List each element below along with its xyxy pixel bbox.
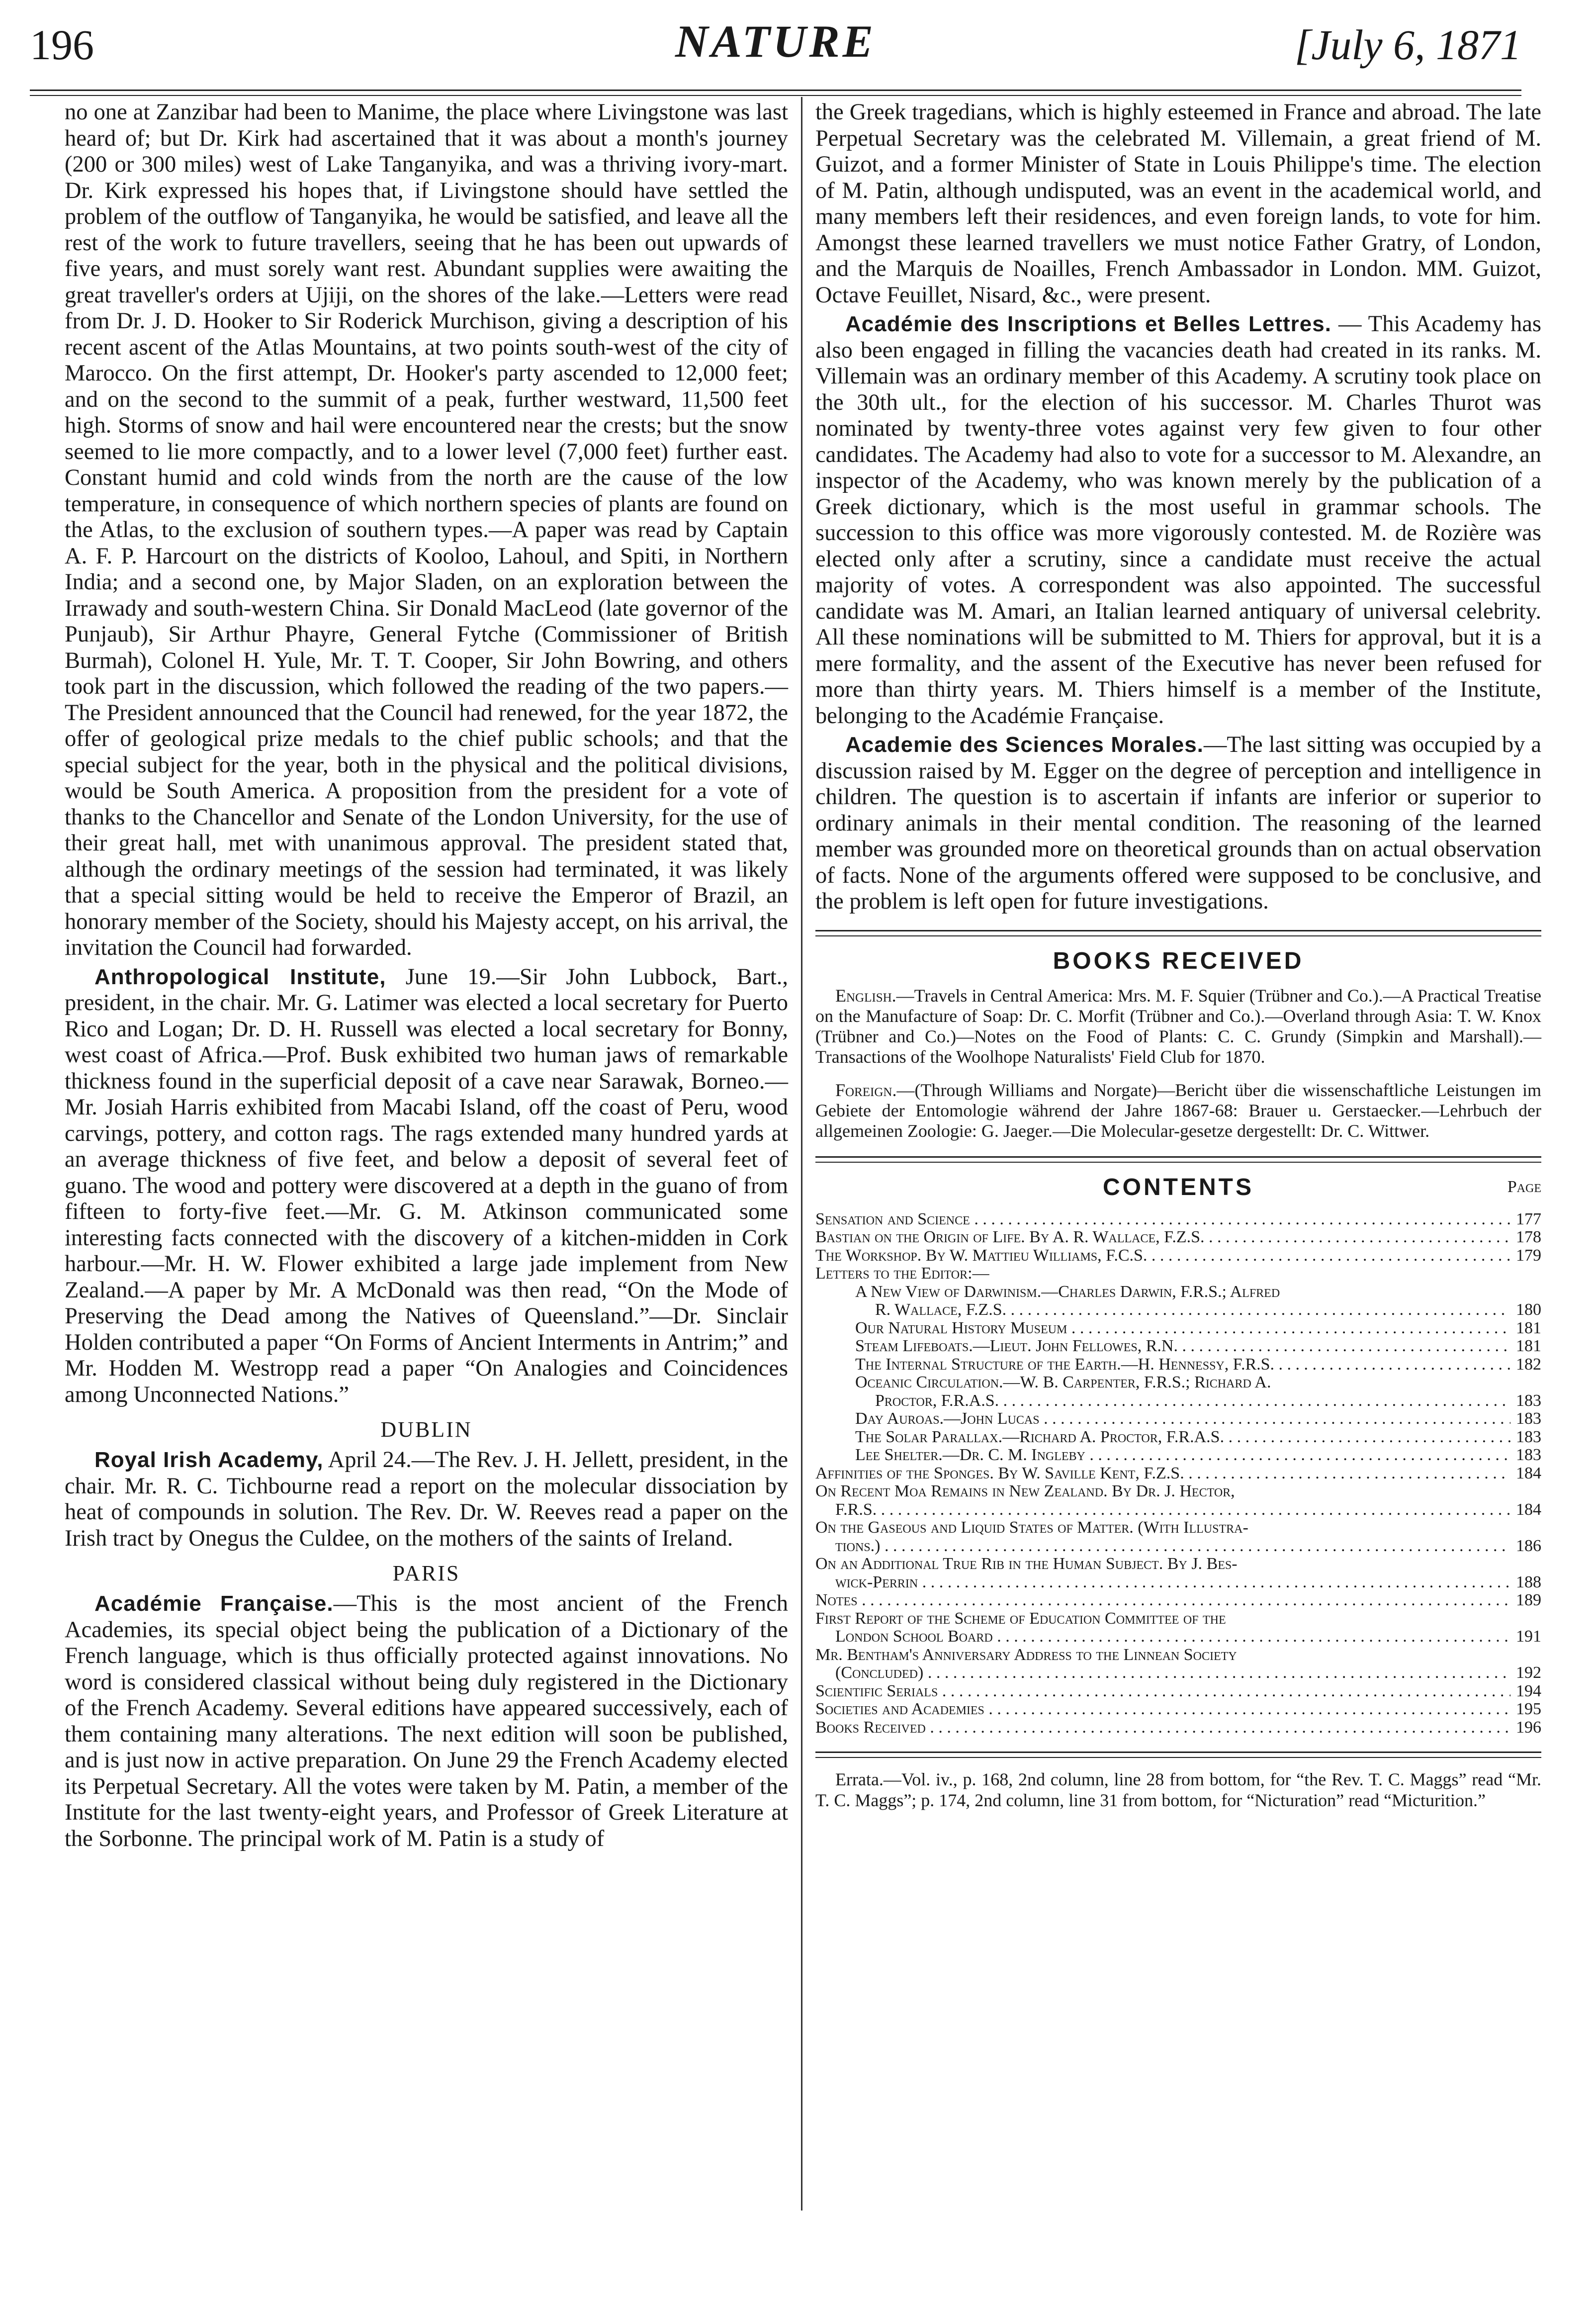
sciences-morales-heading: Academie des Sciences Morales. (845, 733, 1204, 757)
toc-entry-title: R. Wallace, F.Z.S. . . . (875, 1301, 1510, 1319)
toc-entry (815, 1501, 1541, 1519)
toc-entry-title: Affinities of the Sponges. By W. Saville Kent, F.Z.S. . . . (815, 1465, 1510, 1483)
toc-entry (815, 1700, 1541, 1719)
toc-entry (815, 1210, 1541, 1229)
toc-entry (815, 1682, 1541, 1701)
contents-header (815, 1174, 1541, 1203)
toc-entry (815, 1410, 1541, 1428)
toc-entry-page: 184 (1516, 1464, 1541, 1482)
toc-entry (815, 1319, 1541, 1338)
books-english (815, 986, 1541, 1067)
toc-entry-title: On Recent Moa Remains in New Zealand. By Dr. J. Hector, (815, 1482, 1235, 1500)
toc-entry (815, 1337, 1541, 1356)
errata-rule (815, 1752, 1541, 1758)
toc-entry-page: 195 (1516, 1700, 1541, 1718)
table-of-contents (815, 1210, 1541, 1737)
academie-francaise-continuation: the Greek tragedians, which is highly esteemed in France and abroad. The late Perpetual Secretary was the celebrated M. Villemain, a great friend of M. Guizot, and a former Minister of State in Louis Philippe's time. The election of M. Patin, although undisputed, was an event in the academical world, and many members left their residences, and even foreign lands, to vote for him. Amongst these learned travellers we must notice Father Gratry, of London, and the Marquis de Noailles, French Ambassador in London. MM. Guizot, Octave Feuillet, Nisard, &c., were present. (815, 99, 1541, 308)
inscriptions-belles-lettres-heading: Académie des Inscriptions et Belles Lettres. (845, 312, 1331, 336)
toc-entry-page: 186 (1516, 1536, 1541, 1555)
toc-entry (815, 1392, 1541, 1410)
column-divider (801, 97, 802, 2211)
toc-entry-title: London School Board . . . (835, 1628, 1510, 1646)
issue-date: [July 6, 1871 (1294, 21, 1521, 69)
toc-entry-title: The Solar Parallax.—Richard A. Proctor, F.R.A.S. . . . (855, 1428, 1510, 1447)
toc-entry (815, 1719, 1541, 1737)
toc-entry (815, 1591, 1541, 1610)
toc-entry-page: 184 (1516, 1500, 1541, 1519)
toc-entry-title: Bastian on the Origin of Life. By A. R. Wallace, F.Z.S. . . . (815, 1228, 1510, 1247)
toc-entry-title: Steam Lifeboats.—Lieut. John Fellowes, R.N. . . . (855, 1337, 1510, 1356)
toc-entry-title: F.R.S. . . . (835, 1501, 1510, 1519)
royal-irish-academy-body: April 24.—The Rev. J. H. Jellett, president, in the chair. Mr. R. C. Tichbourne read a report on the molecular dissociation by heat of compounds in solution. The Rev. Dr. W. Reeves read a paper on the Irish tract by Onegus the Culdee, on the mothers of the saints of Ireland. (65, 1447, 788, 1551)
toc-entry (815, 1664, 1541, 1682)
toc-entry-title: Notes . . . (815, 1591, 1510, 1610)
toc-entry-title: A New View of Darwinism.—Charles Darwin, F.R.S.; Alfred (855, 1283, 1280, 1301)
anthropological-institute-body: June 19.—Sir John Lubbock, Bart., president, in the chair. Mr. G. Latimer was elected a local secretary for Puerto Rico and Logan; Dr. D. H. Russell was elected a local secretary for Bonny, west coast of Africa.—Prof. Busk exhibited two human jaws of remarkable thickness found in the superficial deposit of a cave near Sarawak, Borneo.—Mr. Josiah Harris exhibited from Macabi Island, off the coast of Peru, wood carvings, pottery, and cotton rags. The rags extended many hundred yards at an average thickness of five feet, and below a deposit of several feet of guano. The wood and pottery were discovered at a depth in the guano of from fifteen to forty-five feet.—Mr. G. M. Atkinson communicated some interesting facts connected with the discovery of a kitchen-midden in Cork harbour.—Mr. H. W. Flower exhibited a large jade implement from New Zealand.—A paper by Mr. A McDonald was then read, “On the Mode of Preserving the Dead among the Natives of Queensland.”—Dr. Sinclair Holden contributed a paper “On Forms of Ancient Interments in Antrim;” and Mr. Hodden M. Westropp read a paper “On Analogies and Coincidences among Unconnected Nations.” (65, 964, 788, 1407)
toc-entry-title: Books Received . . . (815, 1719, 1510, 1737)
royal-irish-academy-heading: Royal Irish Academy, (94, 1448, 324, 1472)
paris-heading: PARIS (392, 1561, 460, 1585)
toc-entry (815, 1555, 1541, 1573)
toc-entry-page: 180 (1516, 1300, 1541, 1319)
running-head (30, 15, 1521, 90)
toc-entry-page: 189 (1516, 1591, 1541, 1609)
errata-note: Errata.—Vol. iv., p. 168, 2nd column, line 28 from bottom, for “the Rev. T. C. Maggs” read “Mr. T. C. Maggs”; p. 174, 2nd column, line 31 from bottom, for “Nicturation” read “Micturition.” (815, 1769, 1541, 1810)
toc-entry-page: 183 (1516, 1391, 1541, 1410)
anthropological-institute-heading: Anthropological Institute, (94, 964, 386, 989)
toc-entry-page: 179 (1516, 1246, 1541, 1265)
sciences-morales-report (815, 732, 1541, 915)
toc-entry (815, 1646, 1541, 1664)
academie-francaise-body: —This is the most ancient of the French Academies, its special object being the publication of a Dictionary of the French language, which is thus officially protected against innovations. No word is considered classical without being duly registered in the Dictionary of the French Academy. Several editions have appeared successively, each of them containing many alterations. The next edition will soon be published, and is just now in active preparation. On June 29 the French Academy elected its Perpetual Secretary. All the votes were taken by M. Patin, a member of the Institute for the last twenty-eight years, and Professor of Greek Literature at the Sorbonne. The principal work of M. Patin is a study of (65, 1591, 788, 1851)
anthropological-institute-report (65, 964, 788, 1408)
toc-entry-page: 196 (1516, 1718, 1541, 1737)
toc-entry-page: 177 (1516, 1209, 1541, 1228)
inscriptions-belles-lettres-body: — This Academy has also been engaged in filling the vacancies death had created in its ranks. M. Villemain was an ordinary member of this Academy. A scrutiny took place on the 30th ult., for the election of his successor. M. Charles Thurot was nominated by twenty-three votes against very few given to four other candidates. The Academy had also to vote for a successor to M. Alexandre, an inspector of the Academy, who was known merely by the publication of a Greek dictionary, which is the most useful in grammar schools. The succession to this office was more vigorously contested. M. de Rozière was elected only after a scrutiny, since a candidate must receive the actual majority of votes. A correspondent was also appointed. The successful candidate was M. Amari, an Italian learned antiquary of universal celebrity. All these nominations will be submitted to M. Thiers for approval, but it is a mere formality, and the assent of the Executive has never been refused for more than thirty years. M. Thiers himself is a member of the Institute, belonging to the Académie Française. (815, 311, 1541, 729)
toc-entry-title: On an Additional True Rib in the Human Subject. By J. Bes- (815, 1555, 1238, 1573)
toc-entry-title: Mr. Bentham's Anniversary Address to the Linnean Society (815, 1646, 1237, 1664)
toc-entry-page: 178 (1516, 1228, 1541, 1246)
books-foreign-label: Foreign. (835, 1080, 897, 1100)
toc-entry-title: Lee Shelter.—Dr. C. M. Ingleby . . . (855, 1446, 1510, 1465)
contents-page-label: Page (1507, 1177, 1541, 1196)
toc-entry-page: 183 (1516, 1427, 1541, 1446)
books-rule (815, 930, 1541, 936)
toc-entry-title: Proctor, F.R.A.S. . . . (875, 1392, 1510, 1410)
rgs-continuation: no one at Zanzibar had been to Manime, the place where Livingstone was last heard of; but Dr. Kirk had ascertained that it was about a month's journey (200 or 300 miles) west of Lake Tanganyika, and was a thriving ivory-mart. Dr. Kirk expressed his hopes that, if Livingstone should have settled the problem of the outflow of Tanganyika, he would be satisfied, and leave all the rest of the work to future travellers, seeing that he has been out upwards of five years, and must sorely want rest. Abundant supplies were awaiting the great traveller's orders at Ujiji, on the shores of the lake.—Letters were read from Dr. J. D. Hooker to Sir Roderick Murchison, giving a description of his recent ascent of the Atlas Mountains, at two points south-west of the city of Marocco. On the first attempt, Dr. Hooker's party ascended to 12,000 feet; and on the second to the summit of a peak, further westward, 11,500 feet high. Storms of snow and hail were encountered near the crests; but the snow seemed to lie more compactly, and to a lower level (7,000 feet) further east. Constant humid and cold winds from the north are the cause of the low temperature, in consequence of which northern species of plants are found on the Atlas, to the exclusion of southern types.—A paper was read by Captain A. F. P. Harcourt on the districts of Kooloo, Lahoul, and Spiti, in Northern India; and a second one, by Major Sladen, on an exploration between the Irrawady and south-western China. Sir Donald MacLeod (late governor of the Punjaub), Sir Arthur Phayre, General Fytche (Commissioner of British Burmah), Colonel H. Yule, Mr. T. T. Cooper, Sir John Bowring, and others took part in the discussion, which followed the reading of the two papers.—The President announced that the Council had renewed, for the year 1872, the offer of geological prize medals to the chief public schools; and that the special subject for the year, both in the physical and the political divisions, would be South America. A proposition from the president for a vote of thanks to the Chancellor and Senate of the London University, for the use of their great hall, met with unanimous approval. The president stated that, although the ordinary meetings of the session had terminated, it was likely that a special sitting would be held to receive the Emperor of Brazil, an honorary member of the Society, should his Majesty accept, on his arrival, the invitation the Council had forwarded. (65, 99, 788, 960)
academie-francaise-report (65, 1591, 788, 1852)
books-english-label: English. (835, 985, 896, 1006)
dublin-heading: DUBLIN (380, 1417, 472, 1442)
toc-entry-title: Societies and Academies . . . (815, 1700, 1510, 1719)
contents-rule (815, 1156, 1541, 1163)
sciences-morales-body: —The last sitting was occupied by a discussion raised by M. Egger on the degree of perception and intelligence in children. The question is to ascertain if infants are inferior or superior to ordinary animals in their mental condition. The reasoning of the learned member was grounded more on theoretical grounds than on actual observation of facts. None of the arguments offered were supposed to be conclusive, and the problem is left open for future investigations. (815, 732, 1541, 914)
books-received-title: BOOKS RECEIVED (1053, 947, 1304, 974)
toc-entry (815, 1247, 1541, 1265)
toc-entry (815, 1465, 1541, 1483)
toc-entry-title: tions.) . . . (835, 1537, 1510, 1556)
toc-entry-page: 191 (1516, 1627, 1541, 1646)
toc-entry-page: 183 (1516, 1409, 1541, 1428)
toc-entry-title: Day Auroas.—John Lucas . . . (855, 1410, 1510, 1428)
toc-entry-title: Sensation and Science . . . (815, 1210, 1510, 1229)
toc-entry (815, 1356, 1541, 1374)
royal-irish-academy-report (65, 1447, 788, 1552)
academie-francaise-heading: Académie Française. (94, 1591, 334, 1616)
toc-entry-page: 188 (1516, 1572, 1541, 1591)
toc-entry-title: wick-Perrin . . . (835, 1573, 1510, 1592)
toc-entry-page: 182 (1516, 1355, 1541, 1374)
toc-entry-title: First Report of the Scheme of Education Committee of the (815, 1609, 1226, 1628)
toc-entry (815, 1283, 1541, 1301)
toc-entry (815, 1428, 1541, 1447)
toc-entry (815, 1228, 1541, 1247)
journal-title: NATURE (675, 16, 877, 67)
toc-entry-title: The Internal Structure of the Earth.—H. Hennessy, F.R.S. . . . (855, 1356, 1510, 1374)
toc-entry (815, 1301, 1541, 1319)
toc-entry (815, 1265, 1541, 1283)
books-english-body: —Travels in Central America: Mrs. M. F. Squier (Trübner and Co.).—A Practical Treatise on the Manufacture of Soap: Dr. C. Morfit (Trübner and Co.).—Overland through Asia: T. W. Knox (Trübner and Co.)—Notes on the Food of Plants: C. C. Grundy (Simpkin and Marshall).—Transactions of the Woolhope Naturalists' Field Club for 1870. (815, 985, 1541, 1067)
toc-entry-title: Oceanic Circulation.—W. B. Carpenter, F.R.S.; Richard A. (855, 1374, 1271, 1391)
toc-entry (815, 1446, 1541, 1465)
toc-entry (815, 1519, 1541, 1537)
toc-entry (815, 1537, 1541, 1556)
right-column (815, 99, 1541, 1829)
toc-entry (815, 1374, 1541, 1392)
left-column (65, 99, 788, 1855)
toc-entry-title: Our Natural History Museum . . . (855, 1319, 1510, 1338)
toc-entry-page: 181 (1516, 1318, 1541, 1337)
toc-entry (815, 1628, 1541, 1646)
toc-entry-page: 181 (1516, 1337, 1541, 1355)
toc-entry-page: 194 (1516, 1681, 1541, 1700)
page-number: 196 (30, 21, 94, 69)
toc-entry-title: Letters to the Editor:— (815, 1265, 989, 1283)
toc-entry (815, 1573, 1541, 1592)
toc-entry-title: On the Gaseous and Liquid States of Matter. (With Illustra- (815, 1519, 1248, 1537)
toc-entry-title: Scientific Serials . . . (815, 1682, 1510, 1701)
toc-entry-title: (Concluded) . . . (835, 1664, 1510, 1682)
toc-entry-page: 183 (1516, 1446, 1541, 1464)
toc-entry-title: The Workshop. By W. Mattieu Williams, F.C.S. . . . (815, 1247, 1510, 1265)
toc-entry (815, 1482, 1541, 1501)
toc-entry-page: 192 (1516, 1663, 1541, 1682)
header-rule (30, 90, 1521, 96)
toc-entry (815, 1610, 1541, 1628)
books-foreign-body: —(Through Williams and Norgate)—Bericht über die wissenschaftliche Leistungen im Gebiete der Entomologie während der Jahre 1867-68: Brauer u. Gerstaecker.—Lehrbuch der allgemeinen Zoologie: G. Jaeger.—Die Molecular-gesetze dergestellt: Dr. C. Wittwer. (815, 1080, 1541, 1141)
books-foreign (815, 1080, 1541, 1141)
contents-title: CONTENTS (1103, 1174, 1254, 1200)
inscriptions-belles-lettres-report (815, 311, 1541, 729)
